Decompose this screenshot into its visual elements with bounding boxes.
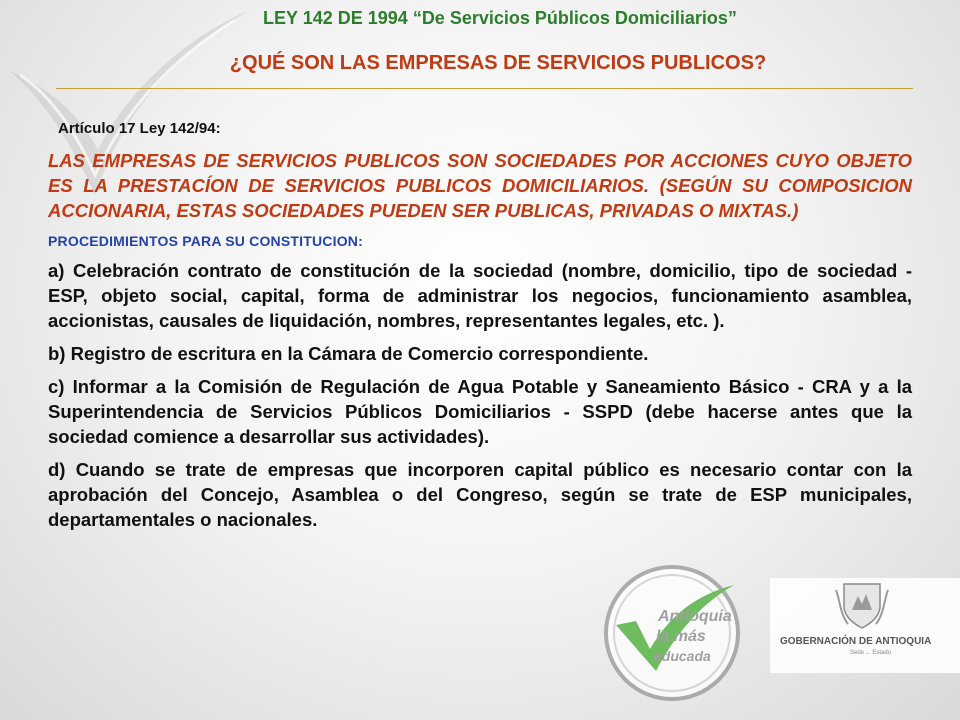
badge-line-2: la más <box>656 628 706 645</box>
article-body: LAS EMPRESAS DE SERVICIOS PUBLICOS SON SOCIEDADES POR ACCIONES CUYO OBJETO ES LA PRESTACÍON DE SERVICIOS PUBLICOS DOMICILIARIOS. (SEGÚN SU COMPOSICION ACCIONARIA, ESTAS SOCIEDADES PUEDEN SER PUBLICAS, PRIVADAS O MIXTAS.) <box>48 150 912 221</box>
procedures-heading: PROCEDIMIENTOS PARA SU CONSTITUCION: <box>48 233 363 250</box>
procedure-step-c: c) Informar a la Comisión de Regulación de Agua Potable y Saneamiento Básico - CRA y a la Superintendencia de Servicios Públicos Domiciliarios - SSPD (debe hacerse antes que la sociedad comience a desarrollar sus actividades). <box>48 376 912 448</box>
coat-of-arms-icon <box>832 580 892 632</box>
procedure-step-a: a) Celebración contrato de constitución de la sociedad (nombre, domicilio, tipo de sociedad - ESP, objeto social, capital, forma de administrar los negocios, funcionamiento asamblea, accionistas, causales de liquidación, nombres, representantes legales, etc. ). <box>48 260 912 332</box>
procedure-step-d: d) Cuando se trate de empresas que incorporen capital público es necesario contar con la aprobación del Concejo, Asamblea o del Congreso, según se trate de ESP municipales, departamentales o nacionales. <box>48 459 912 531</box>
gobernacion-name: GOBERNACIÓN DE ANTIOQUIA <box>780 636 932 647</box>
page-title: LEY 142 DE 1994 “De Servicios Públicos Domiciliarios” <box>263 8 737 28</box>
page-subtitle: ¿QUÉ SON LAS EMPRESAS DE SERVICIOS PUBLICOS? <box>229 52 767 74</box>
badge-line-1: Antioquia <box>658 608 732 625</box>
antioquia-badge-logo <box>598 563 746 703</box>
gobernacion-logo <box>770 578 960 673</box>
main-content <box>48 120 912 541</box>
header-divider <box>56 88 913 89</box>
article-reference: Artículo 17 Ley 142/94: <box>58 120 221 137</box>
badge-line-3: educada <box>654 648 711 664</box>
gobernacion-tagline: Sede ... Estado <box>850 650 892 656</box>
procedure-step-b: b) Registro de escritura en la Cámara de Comercio correspondiente. <box>48 343 649 365</box>
